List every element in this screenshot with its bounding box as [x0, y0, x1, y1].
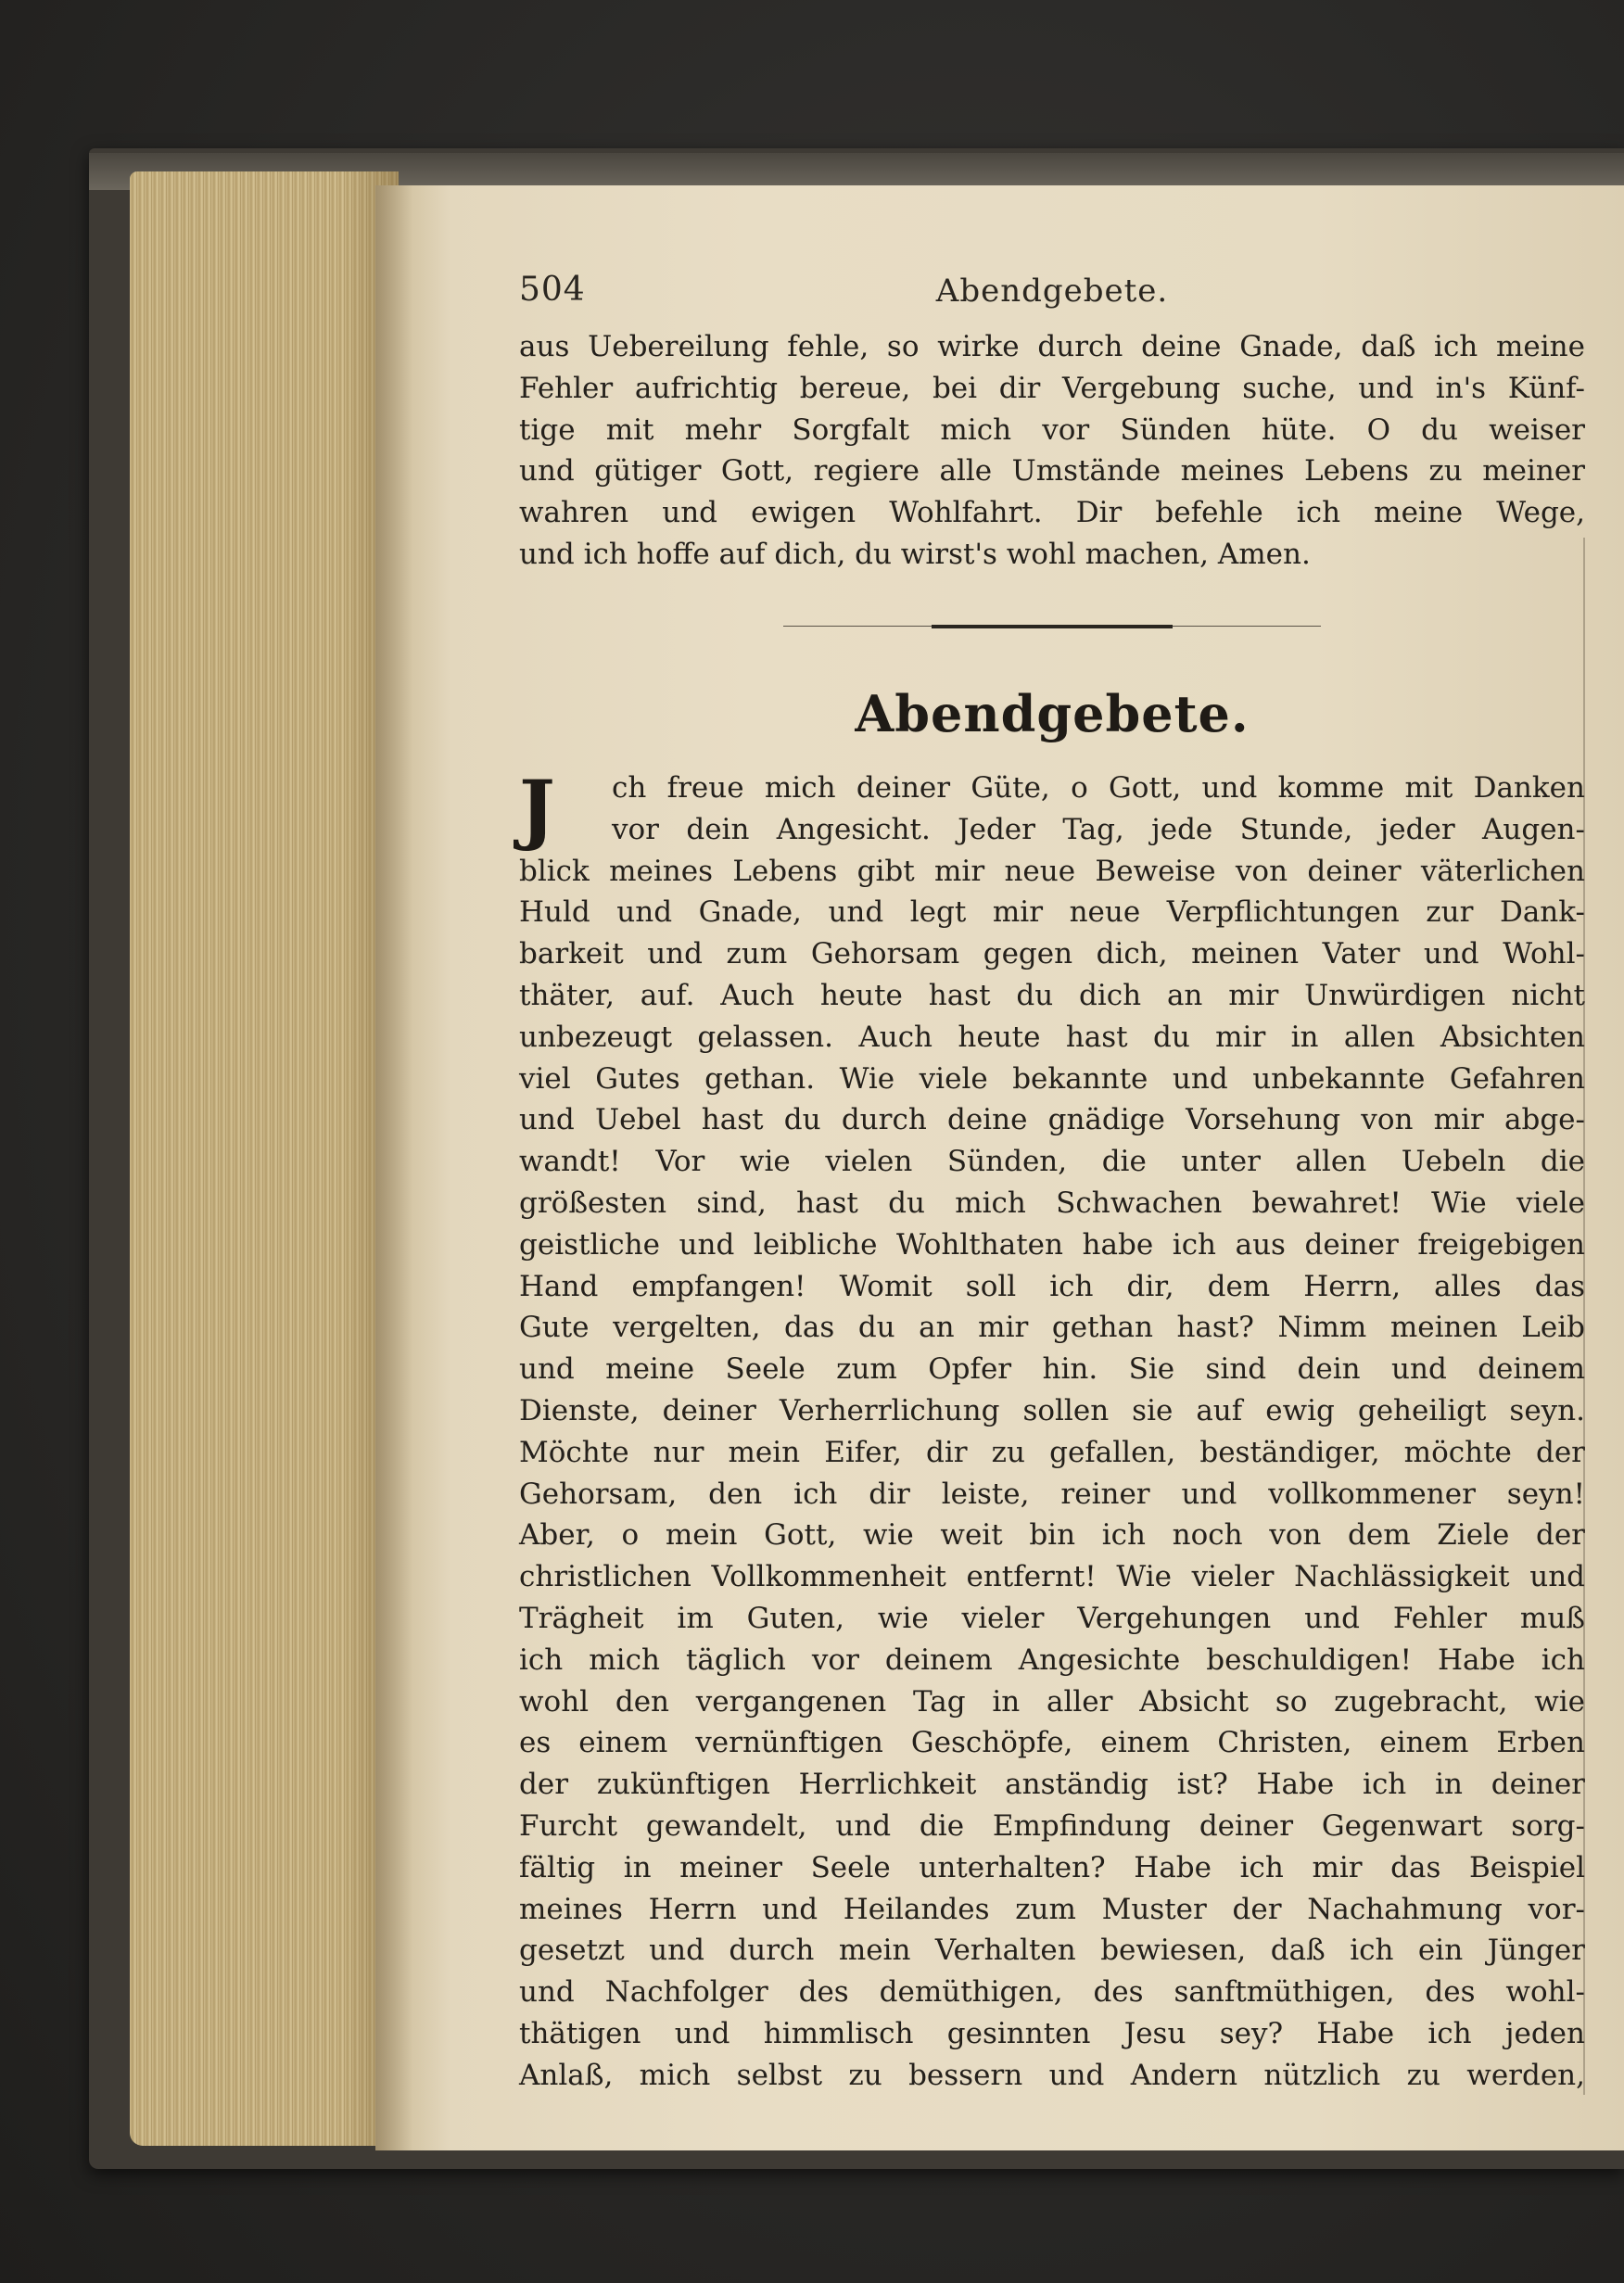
text-line: wahren und ewigen Wohlfahrt. Dir befehle ich meine Wege, [519, 496, 1585, 530]
section-divider [783, 625, 1321, 628]
text-line: Aber, o mein Gott, wie weit bin ich noch von dem Ziele der [519, 1518, 1585, 1553]
text-line: viel Gutes gethan. Wie viele bekannte und unbekannte Gefahren [519, 1061, 1585, 1096]
text-line: Fehler aufrichtig bereue, bei dir Vergebung suche, und in's Künf- [519, 371, 1585, 405]
text-line: und meine Seele zum Opfer hin. Sie sind dein und deinem [519, 1352, 1585, 1387]
text-line: fältig in meiner Seele unterhalten? Habe ich mir das Beispiel [519, 1850, 1585, 1884]
page-block-edges [130, 171, 399, 2146]
text-line: Gute vergelten, das du an mir gethan hast? Nimm meinen Leib [519, 1311, 1585, 1345]
drop-cap: J [519, 765, 555, 854]
text-line: wohl den vergangenen Tag in aller Absicht so zugebracht, wie [519, 1684, 1585, 1719]
section-title: Abendgebete. [855, 684, 1250, 743]
text-line: wandt! Vor wie vielen Sünden, die unter allen Uebeln die [519, 1145, 1585, 1179]
text-line: Huld und Gnade, und legt mir neue Verpflichtungen zur Dank- [519, 895, 1585, 930]
page-header [519, 271, 1585, 315]
text-line: thätigen und himmlisch gesinnten Jesu sey? Habe ich jeden [519, 2016, 1585, 2050]
page-fold-shadow [1583, 538, 1585, 2095]
text-line: christlichen Vollkommenheit entfernt! Wie vieler Nachlässigkeit und [519, 1560, 1585, 1594]
page-number: 504 [519, 271, 586, 309]
text-line: und ich hoffe auf dich, du wirst's wohl machen, Amen. [519, 537, 1311, 571]
text-line: und Nachfolger des demüthigen, des sanftmüthigen, des wohl- [519, 1975, 1585, 2010]
text-line: unbezeugt gelassen. Auch heute hast du mir in allen Absichten [519, 1020, 1585, 1054]
text-line: meines Herrn und Heilandes zum Muster der Nachahmung vor- [519, 1892, 1585, 1926]
text-line: Möchte nur mein Eifer, dir zu gefallen, beständiger, möchte der [519, 1435, 1585, 1469]
text-line: Anlaß, mich selbst zu bessern und Andern nützlich zu werden, [519, 2058, 1585, 2092]
text-line: geistliche und leibliche Wohlthaten habe ich aus deiner freigebigen [519, 1227, 1585, 1262]
prayer-paragraph [519, 767, 1585, 2097]
text-line: gesetzt und durch mein Verhalten bewiesen, daß ich ein Jünger [519, 1934, 1585, 1968]
text-line: Trägheit im Guten, wie vieler Vergehungen und Fehler muß [519, 1601, 1585, 1635]
text-line: ch freue mich deiner Güte, o Gott, und komme mit Danken [612, 771, 1585, 805]
text-line: ich mich täglich vor deinem Angesichte beschuldigen! Habe ich [519, 1642, 1585, 1677]
text-line: und Uebel hast du durch deine gnädige Vorsehung von mir abge- [519, 1103, 1585, 1137]
text-line: größesten sind, hast du mich Schwachen bewahret! Wie viele [519, 1186, 1585, 1220]
text-line: barkeit und zum Gehorsam gegen dich, meinen Vater und Wohl- [519, 937, 1585, 971]
text-line: es einem vernünftigen Geschöpfe, einem Christen, einem Erben [519, 1726, 1585, 1760]
text-line: Dienste, deiner Verherrlichung sollen sie auf ewig geheiligt seyn. [519, 1393, 1585, 1427]
text-line: blick meines Lebens gibt mir neue Beweise von deiner väterlichen [519, 854, 1585, 888]
text-line: Furcht gewandelt, und die Empfindung deiner Gegenwart sorg- [519, 1808, 1585, 1843]
text-line: tige mit mehr Sorgfalt mich vor Sünden hüte. O du weiser [519, 412, 1585, 447]
continuation-paragraph [519, 326, 1585, 576]
text-line: thäter, auf. Auch heute hast du dich an mir Unwürdigen nicht [519, 978, 1585, 1012]
text-line: aus Uebereilung fehle, so wirke durch deine Gnade, daß ich meine [519, 330, 1585, 363]
text-line: Gehorsam, den ich dir leiste, reiner und vollkommener seyn! [519, 1477, 1585, 1511]
text-line: vor dein Angesicht. Jeder Tag, jede Stunde, jeder Augen- [612, 812, 1585, 846]
divider-thick-line [932, 625, 1173, 628]
text-line: Hand empfangen! Womit soll ich dir, dem Herrn, alles das [519, 1269, 1585, 1303]
dropcap-block [519, 765, 1585, 854]
running-head: Abendgebete. [935, 273, 1169, 310]
text-line: und gütiger Gott, regiere alle Umstände meines Lebens zu meiner [519, 454, 1585, 488]
text-line: der zukünftigen Herrlichkeit anständig ist? Habe ich in deiner [519, 1768, 1585, 1802]
